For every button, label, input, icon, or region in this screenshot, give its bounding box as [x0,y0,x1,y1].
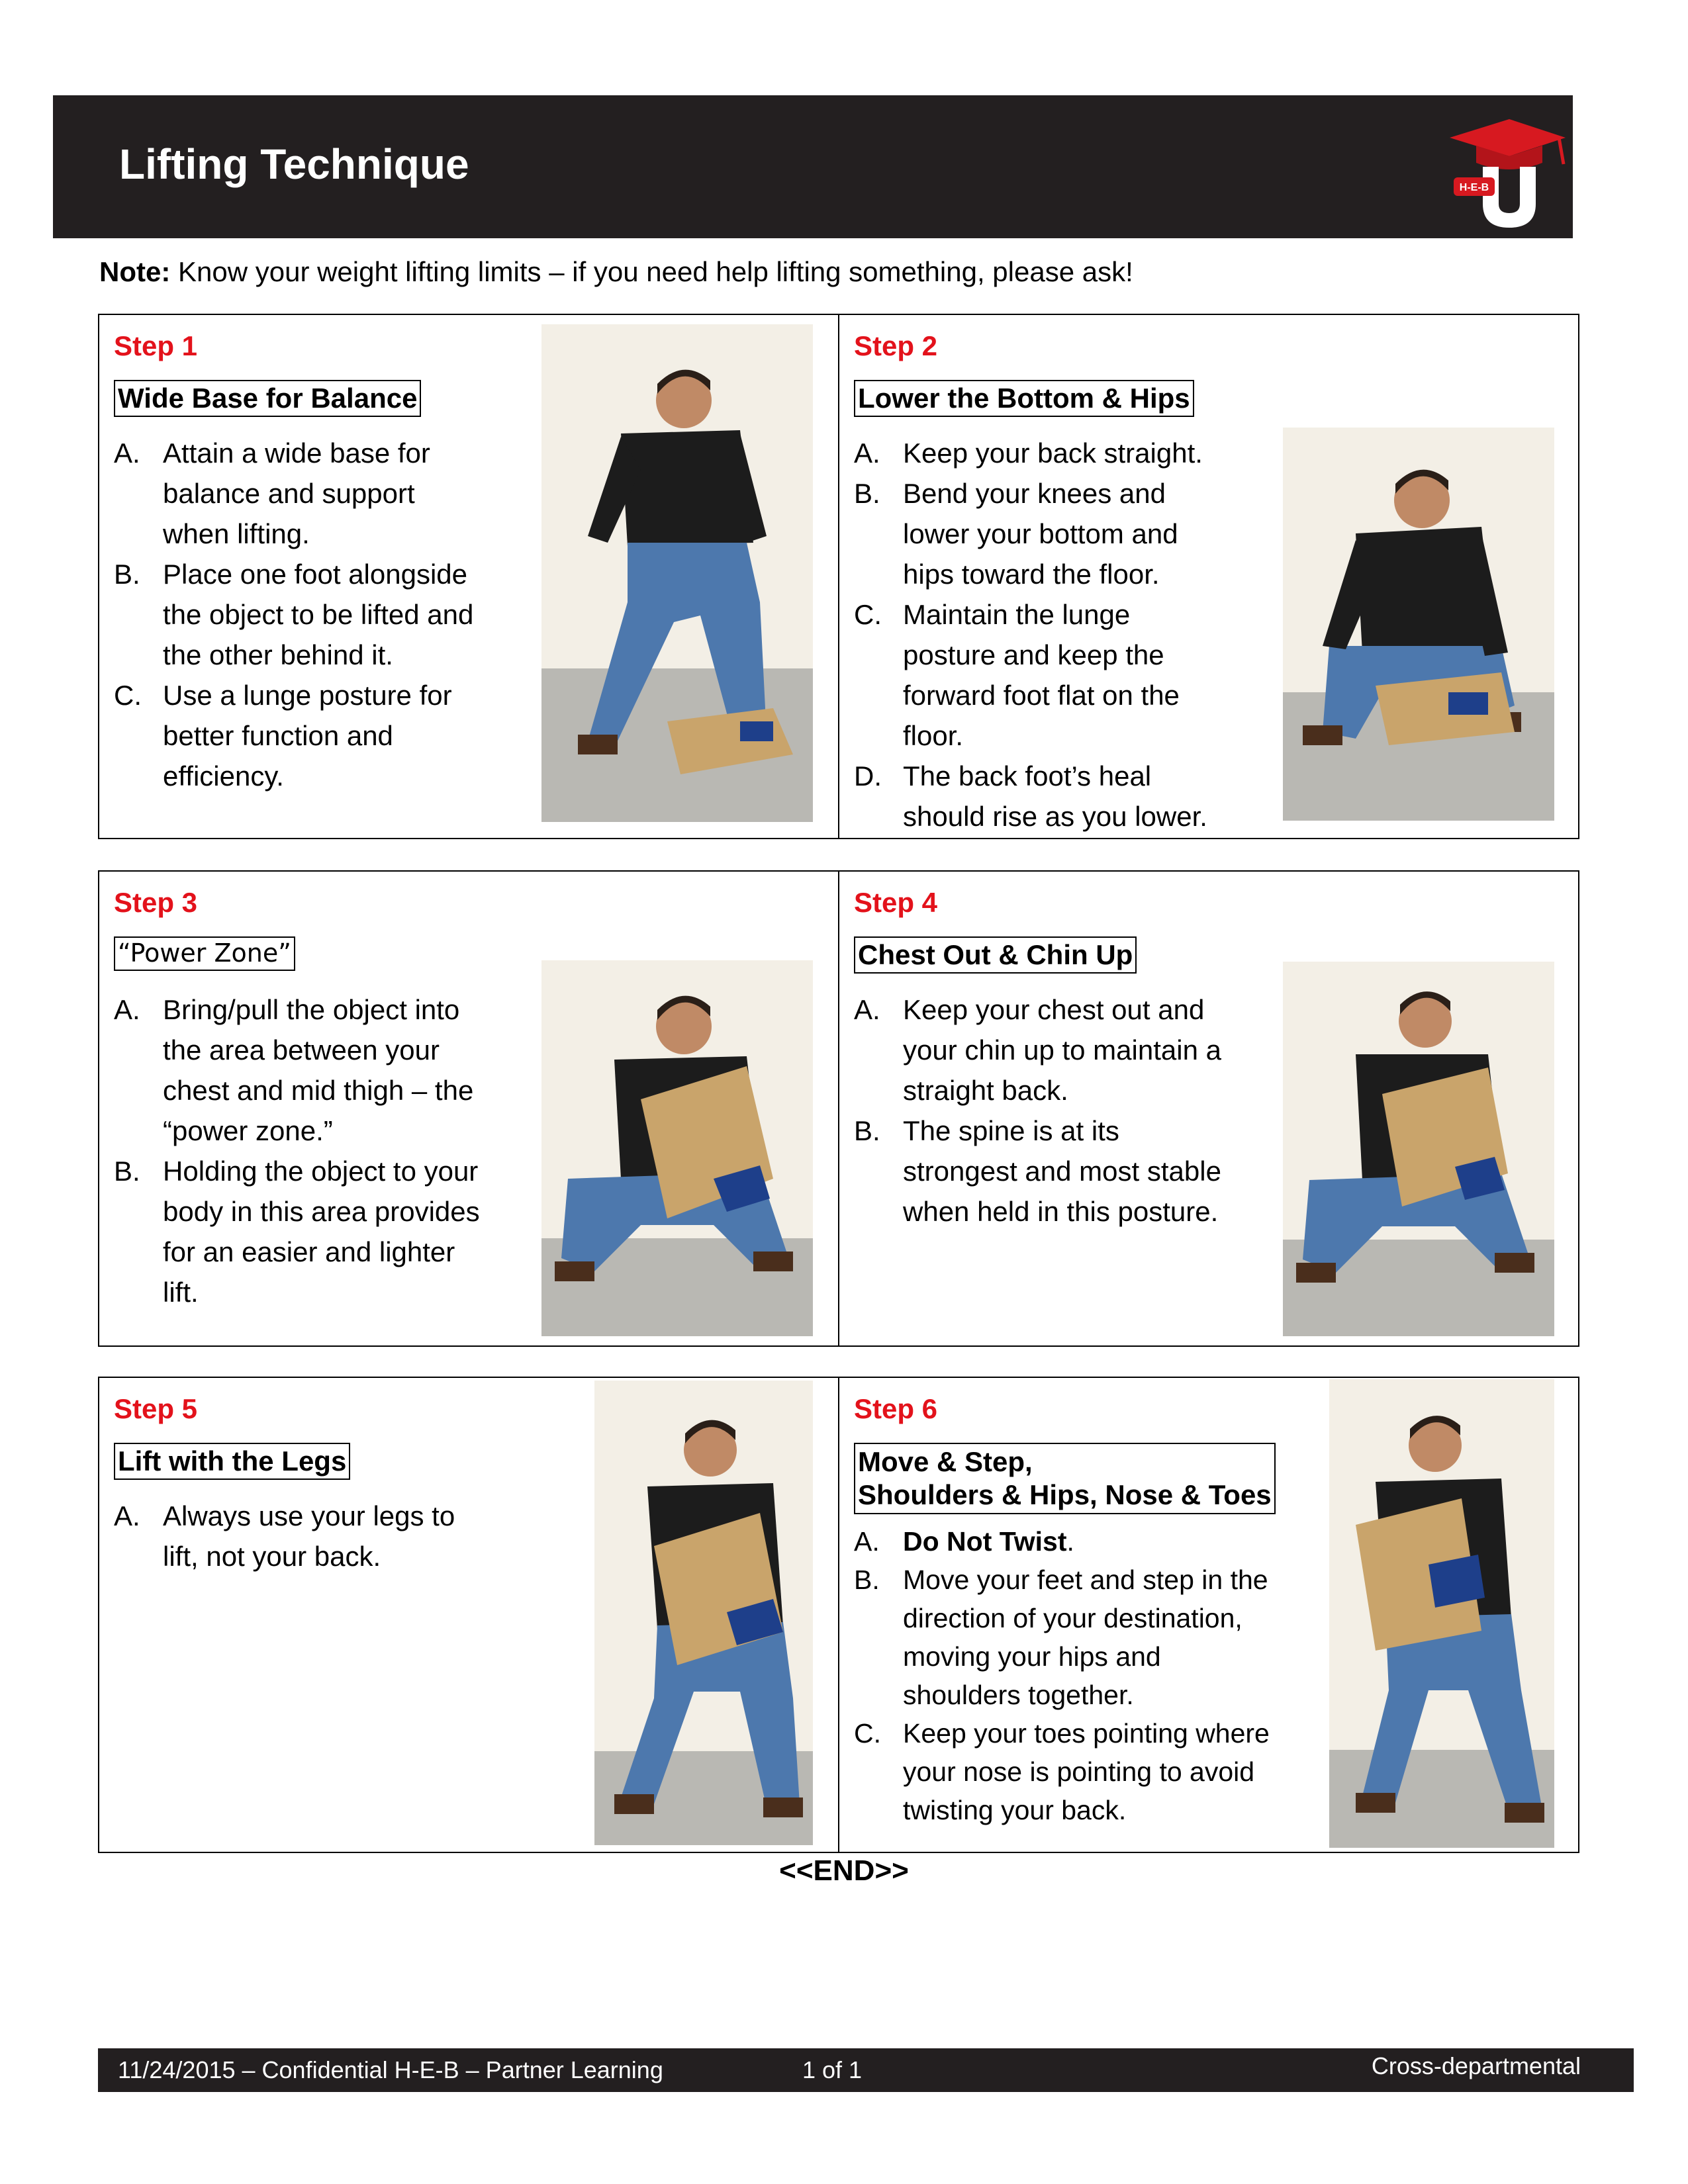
list-item: C. Keep your toes pointing where your nose is pointing to avoid twisting your back. [854,1718,1270,1825]
step-2-label: Step 2 [854,330,938,361]
step-4-list [854,989,1221,1232]
step-2-list [854,433,1207,837]
footer-bar [98,2048,1634,2092]
steps-row-1 [98,314,1579,839]
page-title: Lifting Technique [119,140,469,188]
list-item: A. Attain a wide base for balance and support when lifting. [114,437,430,549]
step-6-label: Step 6 [854,1393,938,1424]
footer-right-text: Cross-departmental [1371,2052,1581,2079]
logo-heb-text: H-E-B [1459,182,1489,193]
step-2-title: Lower the Bottom & Hips [854,380,1194,417]
list-item: B. Move your feet and step in the direction of your destination, moving your hips and shoulders together. [854,1565,1268,1710]
list-item: B. Place one foot alongside the object to be lifted and the other behind it. [114,559,474,670]
do-not-twist-text: Do Not Twist [903,1526,1067,1557]
step-3-list [114,989,480,1312]
list-item: B. The spine is at its strongest and most stable when held in this posture. [854,1115,1221,1227]
step-5-list [114,1496,455,1576]
step-1-list [114,433,473,796]
list-item: C. Use a lunge posture for better function and efficiency. [114,680,452,792]
step-1-cell [99,315,838,838]
step-5-label: Step 5 [114,1393,198,1424]
step-2-photo [1283,428,1554,821]
list-item: D. The back foot’s heal should rise as you lower. [854,760,1207,832]
list-item: A. Keep your back straight. [854,437,1203,469]
step-4-photo [1283,962,1554,1336]
step-1-title: Wide Base for Balance [114,380,421,417]
steps-row-2 [98,870,1579,1347]
footer-page-number: 1 of 1 [802,2056,863,2083]
steps-row-3 [98,1377,1579,1853]
step-3-label: Step 3 [114,887,198,918]
note-label: Note: [99,256,171,287]
step-4-title: Chest Out & Chin Up [854,936,1137,974]
step-4-cell [839,872,1578,1345]
list-item: A. Keep your chest out and your chin up to maintain a straight back. [854,994,1221,1106]
list-item: A. Bring/pull the object into the area between your chest and mid thigh – the “power zone.” [114,994,474,1146]
note-text: Know your weight lifting limits – if you need help lifting something, please ask! [170,256,1133,287]
end-marker: <<END>> [779,1854,909,1887]
step-6-title-line-1: Move & Step, [858,1446,1033,1477]
note-line [99,255,1133,289]
step-1-photo [541,324,813,822]
step-4-label: Step 4 [854,887,938,918]
step-6-photo [1329,1379,1554,1848]
step-6-list [854,1522,1270,1829]
step-3-cell [99,872,838,1345]
step-3-title: “Power Zone” [114,936,295,971]
list-item: A. Always use your legs to lift, not your back. [114,1500,455,1572]
list-item: A. Do Not Twist. [854,1526,1074,1557]
step-5-title: Lift with the Legs [114,1443,350,1480]
step-3-photo [541,960,813,1336]
footer-left-text: 11/24/2015 – Confidential H-E-B – Partner Learning [118,2056,663,2083]
step-6-title-line-2: Shoulders & Hips, Nose & Toes [858,1479,1272,1510]
step-5-photo [594,1381,813,1845]
header-bar [53,95,1573,238]
list-item: B. Bend your knees and lower your bottom and hips toward the floor. [854,478,1178,590]
step-2-cell [839,315,1578,838]
list-item: B. Holding the object to your body in this area provides for an easier and lighter lift. [114,1156,480,1308]
step-1-label: Step 1 [114,330,198,361]
step-5-cell [99,1378,838,1852]
step-6-title [854,1443,1276,1514]
list-item: C. Maintain the lunge posture and keep the forward foot flat on the floor. [854,599,1180,751]
step-6-cell [839,1378,1578,1852]
heb-university-logo [1436,111,1569,230]
